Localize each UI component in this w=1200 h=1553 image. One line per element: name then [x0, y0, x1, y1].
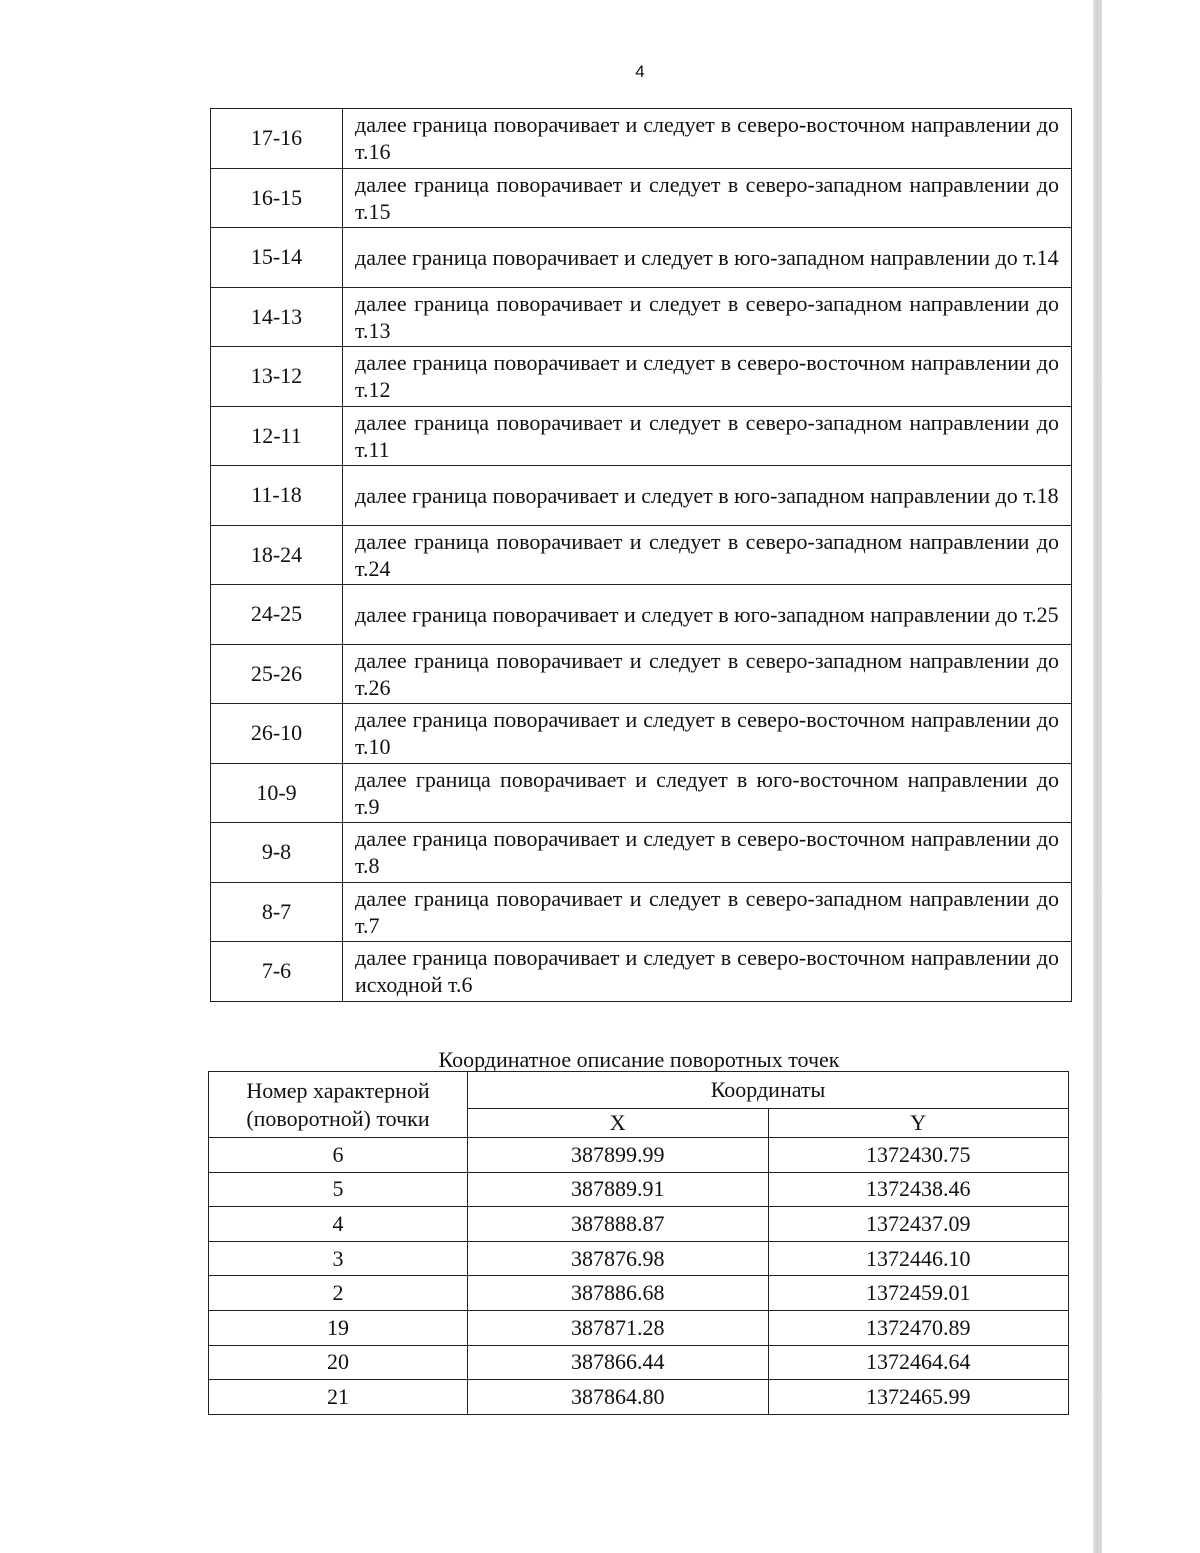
- segment-description: далее граница поворачивает и следует в северо-западном направлении до т.24: [343, 525, 1072, 585]
- x-header: X: [468, 1109, 769, 1138]
- coordinates-caption: Координатное описание поворотных точек: [438, 1047, 840, 1072]
- point-number-cell: 20: [209, 1345, 468, 1380]
- scan-edge-shadow: [1093, 0, 1102, 1553]
- segment-label: 25-26: [211, 644, 343, 704]
- coordinates-header-row: [209, 1072, 1069, 1109]
- segment-label: 17-16: [211, 109, 343, 169]
- point-number-cell: 21: [209, 1380, 468, 1415]
- boundary-row: [211, 406, 1072, 466]
- boundary-row: [211, 525, 1072, 585]
- segment-label: 13-12: [211, 347, 343, 407]
- segment-description: далее граница поворачивает и следует в северо-западном направлении до т.7: [343, 882, 1072, 942]
- segment-description: далее граница поворачивает и следует в северо-восточном направлении до т.10: [343, 704, 1072, 764]
- boundary-row: [211, 763, 1072, 823]
- segment-label: 8-7: [211, 882, 343, 942]
- boundary-row: [211, 228, 1072, 288]
- coordinate-row: [209, 1345, 1069, 1380]
- segment-description: далее граница поворачивает и следует в юго-восточном направлении до т.9: [343, 763, 1072, 823]
- point-number-cell: 6: [209, 1138, 468, 1173]
- boundary-row: [211, 109, 1072, 169]
- coordinates-table-body: [209, 1138, 1069, 1415]
- boundary-description-table: [210, 108, 1072, 1002]
- segment-description: далее граница поворачивает и следует в юго-западном направлении до т.18: [343, 466, 1072, 526]
- point-number-cell: 4: [209, 1207, 468, 1242]
- coordinate-row: [209, 1241, 1069, 1276]
- x-coordinate-cell: 387866.44: [468, 1345, 769, 1380]
- y-coordinate-cell: 1372446.10: [768, 1241, 1069, 1276]
- segment-label: 7-6: [211, 942, 343, 1002]
- segment-label: 9-8: [211, 823, 343, 883]
- segment-description: далее граница поворачивает и следует в северо-западном направлении до т.15: [343, 168, 1072, 228]
- segment-label: 11-18: [211, 466, 343, 526]
- coordinate-row: [209, 1172, 1069, 1207]
- segment-label: 10-9: [211, 763, 343, 823]
- coordinate-row: [209, 1380, 1069, 1415]
- x-coordinate-cell: 387889.91: [468, 1172, 769, 1207]
- segment-label: 26-10: [211, 704, 343, 764]
- boundary-row: [211, 347, 1072, 407]
- segment-description: далее граница поворачивает и следует в юго-западном направлении до т.25: [343, 585, 1072, 645]
- segment-description: далее граница поворачивает и следует в северо-восточном направлении до т.12: [343, 347, 1072, 407]
- x-coordinate-cell: 387888.87: [468, 1207, 769, 1242]
- segment-description: далее граница поворачивает и следует в северо-западном направлении до т.11: [343, 406, 1072, 466]
- boundary-row: [211, 823, 1072, 883]
- point-number-header: Номер характерной (поворотной) точки: [209, 1072, 468, 1138]
- boundary-row: [211, 585, 1072, 645]
- y-coordinate-cell: 1372465.99: [768, 1380, 1069, 1415]
- boundary-row: [211, 644, 1072, 704]
- y-coordinate-cell: 1372430.75: [768, 1138, 1069, 1173]
- point-number-cell: 5: [209, 1172, 468, 1207]
- segment-description: далее граница поворачивает и следует в северо-восточном направлении до т.8: [343, 823, 1072, 883]
- coordinates-table-head: [209, 1072, 1069, 1138]
- y-coordinate-cell: 1372437.09: [768, 1207, 1069, 1242]
- segment-label: 24-25: [211, 585, 343, 645]
- coordinate-row: [209, 1207, 1069, 1242]
- point-number-cell: 19: [209, 1310, 468, 1345]
- boundary-row: [211, 466, 1072, 526]
- segment-description: далее граница поворачивает и следует в северо-западном направлении до т.26: [343, 644, 1072, 704]
- boundary-row: [211, 168, 1072, 228]
- x-coordinate-cell: 387864.80: [468, 1380, 769, 1415]
- boundary-row: [211, 704, 1072, 764]
- point-number-cell: 2: [209, 1276, 468, 1311]
- point-number-cell: 3: [209, 1241, 468, 1276]
- coordinate-row: [209, 1276, 1069, 1311]
- segment-label: 14-13: [211, 287, 343, 347]
- segment-label: 16-15: [211, 168, 343, 228]
- x-coordinate-cell: 387871.28: [468, 1310, 769, 1345]
- segment-description: далее граница поворачивает и следует в юго-западном направлении до т.14: [343, 228, 1072, 288]
- boundary-row: [211, 287, 1072, 347]
- boundary-row: [211, 942, 1072, 1002]
- segment-description: далее граница поворачивает и следует в северо-западном направлении до т.13: [343, 287, 1072, 347]
- y-coordinate-cell: 1372438.46: [768, 1172, 1069, 1207]
- y-coordinate-cell: 1372459.01: [768, 1276, 1069, 1311]
- coordinate-row: [209, 1138, 1069, 1173]
- x-coordinate-cell: 387876.98: [468, 1241, 769, 1276]
- page-number: 4: [635, 62, 645, 81]
- coordinates-table: [208, 1071, 1069, 1415]
- segment-label: 12-11: [211, 406, 343, 466]
- segment-label: 18-24: [211, 525, 343, 585]
- coordinate-row: [209, 1310, 1069, 1345]
- boundary-table-body: [211, 109, 1072, 1002]
- segment-description: далее граница поворачивает и следует в северо-восточном направлении до т.16: [343, 109, 1072, 169]
- segment-label: 15-14: [211, 228, 343, 288]
- coordinates-header: Координаты: [468, 1072, 1069, 1109]
- boundary-row: [211, 882, 1072, 942]
- x-coordinate-cell: 387886.68: [468, 1276, 769, 1311]
- y-header: Y: [768, 1109, 1069, 1138]
- y-coordinate-cell: 1372470.89: [768, 1310, 1069, 1345]
- segment-description: далее граница поворачивает и следует в северо-восточном направлении до исходной т.6: [343, 942, 1072, 1002]
- y-coordinate-cell: 1372464.64: [768, 1345, 1069, 1380]
- x-coordinate-cell: 387899.99: [468, 1138, 769, 1173]
